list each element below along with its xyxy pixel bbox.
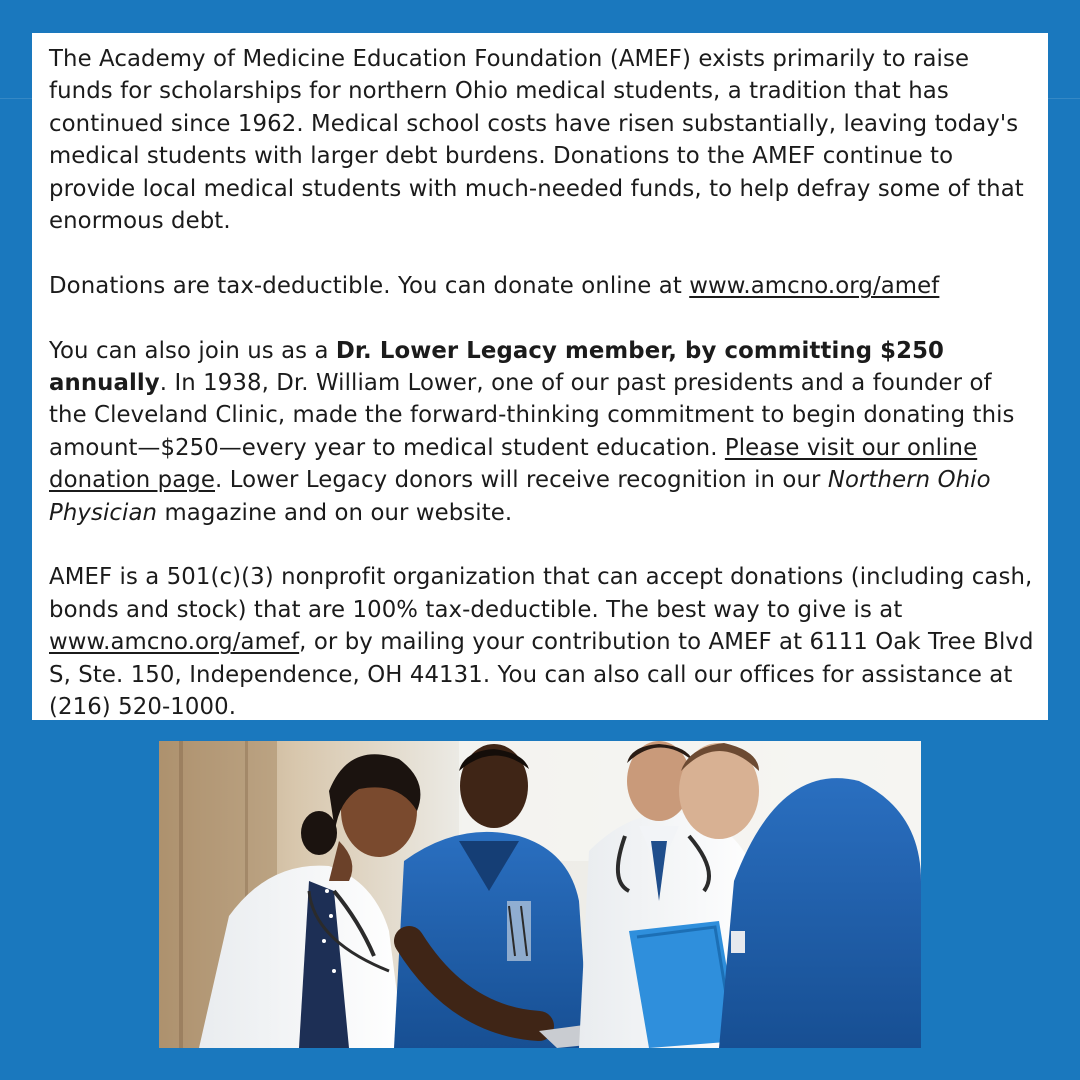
intro-paragraph — [49, 43, 1034, 237]
intro-text: The Academy of Medicine Education Foundation (AMEF) exists primarily to raise funds for scholarships for northern Ohio medical students, a tradition that has continued since 1962. Medical school costs have risen substantially, leaving today's medical students with larger debt burdens. Donations to the AMEF continue to provide local medical students with much-needed funds, to help defray some of that enormous debt. — [49, 46, 1024, 235]
donate-paragraph — [49, 270, 1034, 302]
nonprofit-paragraph — [49, 561, 1034, 723]
doctors-photo — [159, 741, 921, 1048]
legacy-bold-text: Dr. Lower Legacy member, by committing $250 annually — [49, 337, 944, 397]
nonprofit-text-start: AMEF is a 501(c)(3) nonprofit organization that can accept donations (including cash, bonds and stock) that are 100% tax-deductible. The best way to give is at — [49, 564, 1033, 623]
magazine-title: Northern Ohio Physician — [49, 467, 991, 526]
nonprofit-text-end: , or by mailing your contribution to AMEF at 6111 Oak Tree Blvd S, Ste. 150, Independence, OH 44131. You can also call our offices for assistance at (216) 520-1000. — [49, 629, 1034, 721]
legacy-text-end: magazine and on our website. — [157, 499, 513, 526]
donation-page-link[interactable]: Please visit our online donation page — [49, 434, 978, 494]
donate-link[interactable]: www.amcno.org/amef — [689, 272, 940, 299]
legacy-text-after-link: . Lower Legacy donors will receive recognition in our — [215, 467, 828, 494]
amef-website-link[interactable]: www.amcno.org/amef — [49, 629, 300, 656]
legacy-paragraph — [49, 335, 1034, 529]
donate-text: Donations are tax-deductible. You can donate online at — [49, 272, 690, 299]
text-card — [32, 33, 1048, 720]
legacy-text-start: You can also join us as a — [49, 337, 336, 364]
doctors-illustration — [159, 741, 921, 1048]
legacy-text-middle: . In 1938, Dr. William Lower, one of our past presidents and a founder of the Cleveland Clinic, made the forward-thinking commitment to begin donating this amount—$250—every year to medical student education. — [49, 370, 1015, 461]
